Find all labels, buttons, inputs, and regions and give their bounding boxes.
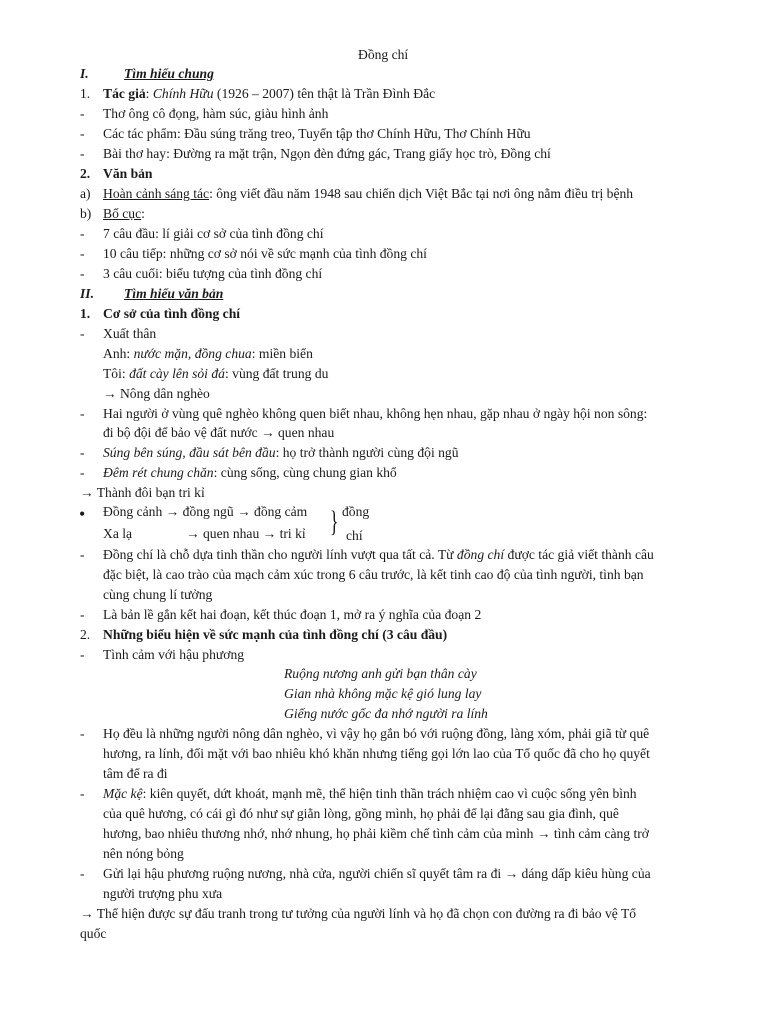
list-item: Bài thơ hay: Đường ra mặt trận, Ngọn đèn đứng gác, Trang giấy học trò, Đồng chí [103, 146, 551, 161]
section-2-number: II. [80, 286, 94, 301]
author-label: Tác giả [103, 86, 146, 101]
paragraph-line [103, 546, 654, 564]
dash: - [80, 445, 85, 460]
item-number: 2. [80, 627, 91, 642]
dash: - [80, 146, 85, 161]
list-item: Các tác phẩm: Đầu súng trăng treo, Tuyển tập thơ Chính Hữu, Thơ Chính Hữu [103, 126, 531, 141]
toi-prefix: Tôi: [103, 366, 130, 381]
section-1-heading: Tìm hiểu chung [124, 66, 214, 81]
paragraph-line: nên nóng bỏng [103, 846, 184, 861]
structure-colon: : [141, 206, 145, 221]
diagram-result-1: đồng [342, 504, 370, 519]
paragraph-line: hương, bao nhiêu thương nhớ, nhớ nhung, họ phải kiềm chế tình cảm của mình → tình cảm càng trở [103, 826, 649, 841]
dash: - [80, 266, 85, 281]
toi-quote: đất cày lên sỏi đá [129, 366, 225, 381]
anh-line [103, 345, 313, 363]
quote-line [103, 444, 459, 462]
list-item: Thơ ông cô đọng, hàm súc, giàu hình ảnh [103, 106, 329, 121]
paragraph-line: cùng chung lí tưởng [103, 587, 213, 602]
poem-line: Ruộng nương anh gửi bạn thân cày [284, 666, 477, 681]
text-part: : kiên quyết, dứt khoát, mạnh mẽ, thể hiện tinh thần trách nhiệm cao vì cuộc sống yên bình [142, 786, 637, 801]
paragraph-line: đi bộ đội để bảo vệ đất nước → quen nhau [103, 425, 335, 440]
basis-heading: Cơ sở của tình đồng chí [103, 306, 241, 321]
diagram-row-1: Đồng cảnh → đồng ngũ → đồng cảm [103, 504, 308, 519]
dash: - [80, 607, 85, 622]
text-part: được tác giả viết thành câu [504, 547, 654, 562]
paragraph-line: tâm để ra đi [103, 766, 168, 781]
dash: - [80, 866, 85, 881]
list-item: 10 câu tiếp: những cơ sở nói về sức mạnh của tình đồng chí [103, 246, 427, 261]
structure-label: Bố cục [103, 206, 142, 221]
list-item: Xuất thân [103, 326, 157, 341]
paragraph-line: Gửi lại hậu phương ruộng nương, nhà cửa, người chiến sĩ quyết tâm ra đi → dáng dấp kiêu hùng của [103, 866, 651, 881]
paragraph-line [103, 785, 637, 803]
paragraph-line: của quê hương, có cái gì đó như sự giằn lòng, gồng mình, họ phải để lại đằng sau gia đình, quê [103, 806, 619, 821]
list-item: 7 câu đầu: lí giải cơ sở của tình đồng chí [103, 226, 324, 241]
dash: - [80, 126, 85, 141]
item-letter: a) [80, 186, 91, 201]
anh-prefix: Anh: [103, 346, 134, 361]
item-letter: b) [80, 206, 92, 221]
section-1-number: I. [80, 66, 89, 81]
anh-quote: nước mặn, đồng chua [133, 346, 252, 361]
doc-title: Đồng chí [358, 47, 409, 62]
context-line [103, 185, 633, 203]
author-line [103, 85, 435, 103]
dash: - [80, 465, 85, 480]
paragraph-line: hương, ra lính, đối mặt với bao nhiêu khó khăn nhưng tiếng gọi lớn lao của Tổ quốc đã cho họ quyết [103, 746, 650, 761]
diagram-result-2: chí [346, 528, 363, 543]
bullet-dot: • [79, 504, 86, 524]
quote-text: Đêm rét chung chăn [103, 465, 214, 480]
paragraph-line: người trượng phu xưa [103, 886, 223, 901]
dash: - [80, 246, 85, 261]
author-colon: : [145, 86, 153, 101]
quote-meaning: : họ trở thành người cùng đội ngũ [275, 445, 459, 460]
quote-line [103, 464, 397, 482]
section-2-heading: Tìm hiểu văn bản [124, 286, 224, 301]
dash: - [80, 547, 85, 562]
item-number: 2. [80, 166, 91, 181]
list-item: Tình cảm với hậu phương [103, 647, 245, 662]
diagram-row-2-start: Xa lạ [103, 526, 133, 541]
poem-line: Gian nhà không mặc kệ gió lung lay [284, 686, 482, 701]
toi-line [103, 365, 328, 383]
context-text: : ông viết đầu năm 1948 sau chiến dịch Việt Bắc tại nơi ông nằm điều trị bệnh [209, 186, 634, 201]
author-details: (1926 – 2007) tên thật là Trần Đình Đắc [213, 86, 436, 101]
conclusion-line: → Thể hiện được sự đấu tranh trong tư tưởng của người lính và họ đã chọn con đường ra đi bảo vệ Tổ [80, 906, 637, 921]
structure-line [103, 205, 145, 223]
poem-line: Giếng nước gốc đa nhớ người ra lính [284, 706, 488, 721]
list-item: 3 câu cuối: biểu tượng của tình đồng chí [103, 266, 323, 281]
paragraph-line: Họ đều là những người nông dân nghèo, vì vậy họ gắn bó với ruộng đồng, làng xóm, phải giã từ quê [103, 726, 650, 741]
item-number: 1. [80, 86, 91, 101]
dash: - [80, 226, 85, 241]
paragraph-line: Là bản lề gắn kết hai đoạn, kết thúc đoạn 1, mở ra ý nghĩa của đoạn 2 [103, 607, 482, 622]
brace: } [329, 505, 339, 538]
quote-text: Súng bên súng, đầu sát bên đầu [103, 445, 276, 460]
toi-meaning: : vùng đất trung du [224, 366, 329, 381]
diagram-row-2-end: → quen nhau → tri kỉ [186, 526, 306, 541]
item-number: 1. [80, 306, 91, 321]
context-label: Hoàn cảnh sáng tác [103, 186, 210, 201]
dash: - [80, 726, 85, 741]
vanban-heading: Văn bản [103, 166, 153, 181]
paragraph-line: Hai người ở vùng quê nghèo không quen biết nhau, không hẹn nhau, gặp nhau ở ngày hội non sông: [103, 406, 648, 421]
text-emphasis: đồng chí [456, 547, 505, 562]
text-part: Đồng chí là chỗ dựa tinh thần cho người lính vượt qua tất cả. Từ [103, 547, 457, 562]
quote-meaning: : cùng sống, cùng chung gian khổ [213, 465, 397, 480]
dash: - [80, 786, 85, 801]
conclusion-line: → Nông dân nghèo [103, 386, 210, 401]
expression-heading: Những biểu hiện về sức mạnh của tình đồng chí (3 câu đầu) [103, 627, 448, 642]
conclusion-line: → Thành đôi bạn tri kỉ [80, 485, 205, 500]
conclusion-line: quốc [80, 926, 107, 941]
dash: - [80, 106, 85, 121]
paragraph-line: đặc biệt, là cao trào của mạch cảm xúc trong 6 câu trước, là kết tinh cao độ của tình người, tình bạn [103, 567, 644, 582]
dash: - [80, 326, 85, 341]
dash: - [80, 647, 85, 662]
dash: - [80, 406, 85, 421]
text-emphasis: Mặc kệ [103, 786, 143, 801]
author-name: Chính Hữu [152, 86, 214, 101]
anh-meaning: : miền biển [251, 346, 313, 361]
